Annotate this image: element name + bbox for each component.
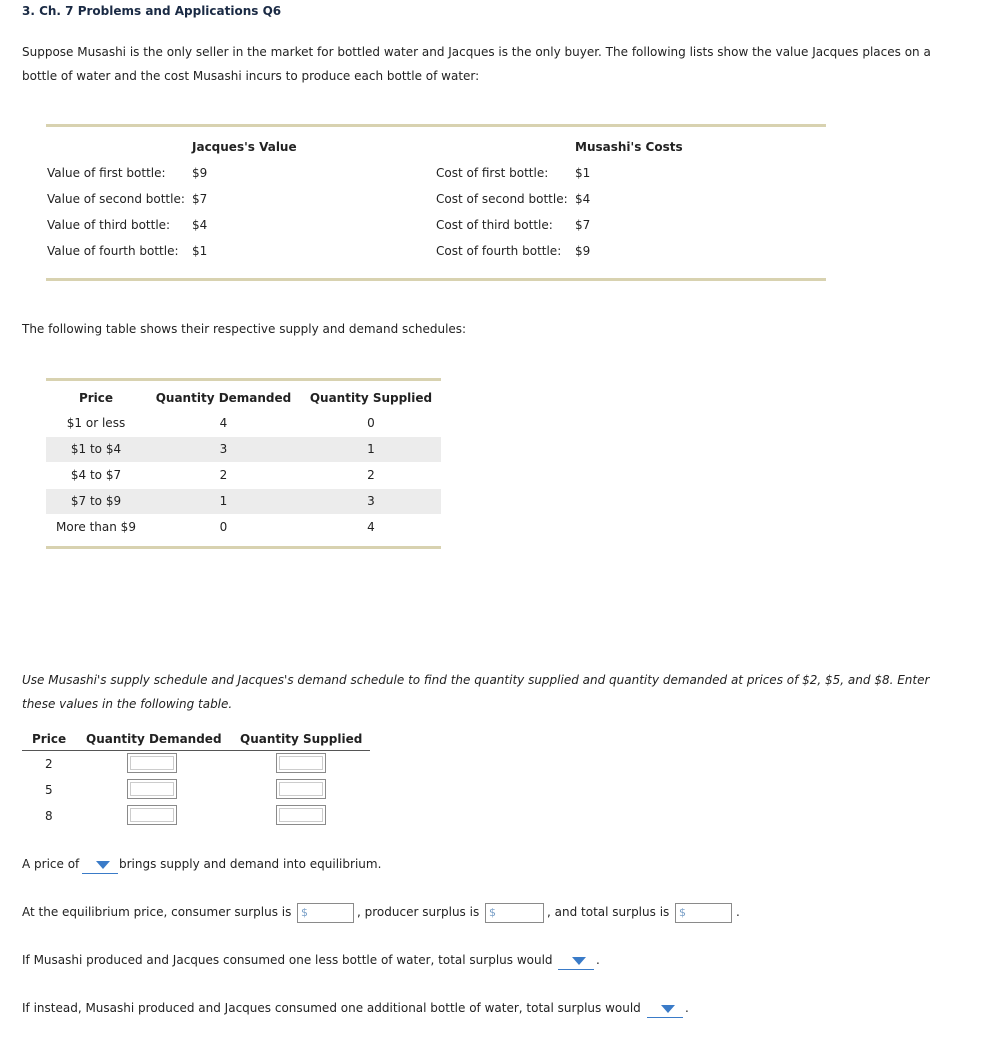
total-surplus-input[interactable]: [675, 903, 732, 923]
schedule-qs: 4: [367, 520, 375, 534]
less-bottle-end: .: [596, 953, 600, 967]
currency-symbol: $: [489, 906, 496, 919]
question-title: 3. Ch. 7 Problems and Applications Q6: [22, 4, 282, 18]
schedule-qd: 0: [219, 520, 228, 534]
intro-paragraph: Suppose Musashi is the only seller in the market for bottled water and Jacques is the only buyer. The following lists show the value Jacques places on a bottle of water and the cost Musashi incurs to produce each bottle of water:: [22, 45, 931, 83]
schedule-bottom-rule: [46, 546, 441, 549]
jacques-label: Value of third bottle:: [47, 218, 171, 232]
instruction-text: Use Musashi's supply schedule and Jacques's demand schedule to find the quantity supplied and quantity demanded at prices of $2, $5, and $8. Enter these values in the following table.: [22, 673, 930, 711]
schedule-qd: 2: [219, 468, 228, 482]
equilibrium-suffix: brings supply and demand into equilibrium.: [119, 857, 382, 871]
producer-surplus-label: , producer surplus is: [357, 905, 480, 919]
equilibrium-price-dropdown[interactable]: [82, 857, 118, 874]
consumer-surplus-input[interactable]: [297, 903, 354, 923]
currency-symbol: $: [301, 906, 308, 919]
entry-header-rule: [22, 750, 370, 751]
consumer-surplus-label: At the equilibrium price, consumer surplus is: [22, 905, 292, 919]
schedule-header-demanded: Quantity Demanded: [155, 391, 292, 405]
more-bottle-end: .: [685, 1001, 689, 1015]
schedule-price: $4 to $7: [70, 468, 122, 482]
quantity-demanded-input-2[interactable]: [127, 753, 177, 773]
musashi-label: Cost of first bottle:: [436, 166, 549, 180]
table-bottom-rule: [46, 278, 826, 281]
entry-price: 5: [45, 783, 53, 797]
entry-table: [22, 730, 372, 830]
dropdown-arrow-icon: [661, 1005, 675, 1013]
quantity-demanded-input-5[interactable]: [127, 779, 177, 799]
schedule-qs: 0: [367, 416, 375, 430]
dropdown-arrow-icon: [96, 861, 110, 869]
producer-surplus-input[interactable]: [485, 903, 544, 923]
musashi-label: Cost of fourth bottle:: [436, 244, 562, 258]
schedule-price: $7 to $9: [70, 494, 122, 508]
quantity-supplied-input-5[interactable]: [276, 779, 326, 799]
schedule-qs: 2: [367, 468, 375, 482]
entry-header-demanded: Quantity Demanded: [86, 732, 222, 746]
schedule-qd: 1: [219, 494, 228, 508]
schedule-price: More than $9: [56, 520, 136, 534]
table-top-rule: [46, 124, 826, 127]
entry-header-price: Price: [32, 732, 67, 746]
dropdown-arrow-icon: [572, 957, 586, 965]
surplus-end: .: [736, 905, 740, 919]
jacques-value: $9: [192, 166, 208, 180]
musashi-value: $1: [575, 166, 591, 180]
entry-price: 8: [45, 809, 53, 823]
jacques-header: Jacques's Value: [192, 140, 297, 154]
total-surplus-label: , and total surplus is: [547, 905, 670, 919]
schedule-qs: 1: [367, 442, 375, 456]
schedule-table: [46, 378, 441, 551]
less-bottle-question: If Musashi produced and Jacques consumed one less bottle of water, total surplus would: [22, 953, 553, 967]
schedule-price: $1 or less: [66, 416, 126, 430]
schedule-top-rule: [46, 378, 441, 381]
musashi-value: $9: [575, 244, 591, 258]
musashi-label: Cost of third bottle:: [436, 218, 553, 232]
schedule-qd: 4: [219, 416, 228, 430]
less-bottle-dropdown[interactable]: [558, 953, 594, 970]
entry-header-supplied: Quantity Supplied: [240, 732, 363, 746]
schedule-header-supplied: Quantity Supplied: [309, 391, 433, 405]
jacques-label: Value of fourth bottle:: [47, 244, 179, 258]
quantity-supplied-input-2[interactable]: [276, 753, 326, 773]
quantity-supplied-input-8[interactable]: [276, 805, 326, 825]
jacques-value: $7: [192, 192, 208, 206]
jacques-value: $1: [192, 244, 208, 258]
musashi-label: Cost of second bottle:: [436, 192, 568, 206]
entry-price: 2: [45, 757, 53, 771]
musashi-value: $4: [575, 192, 591, 206]
jacques-label: Value of second bottle:: [47, 192, 185, 206]
quantity-demanded-input-8[interactable]: [127, 805, 177, 825]
schedule-header-price: Price: [78, 391, 114, 405]
schedule-intro: The following table shows their respective supply and demand schedules:: [22, 322, 467, 336]
more-bottle-dropdown[interactable]: [647, 1001, 683, 1018]
jacques-value: $4: [192, 218, 208, 232]
currency-symbol: $: [679, 906, 686, 919]
more-bottle-question: If instead, Musashi produced and Jacques consumed one additional bottle of water, total surplus would: [22, 1001, 641, 1015]
schedule-qd: 3: [219, 442, 228, 456]
schedule-qs: 3: [367, 494, 375, 508]
musashi-header: Musashi's Costs: [575, 140, 683, 154]
equilibrium-prefix: A price of: [22, 857, 80, 871]
schedule-price: $1 to $4: [70, 442, 122, 456]
values-costs-table: [46, 124, 826, 282]
jacques-label: Value of first bottle:: [47, 166, 166, 180]
musashi-value: $7: [575, 218, 591, 232]
